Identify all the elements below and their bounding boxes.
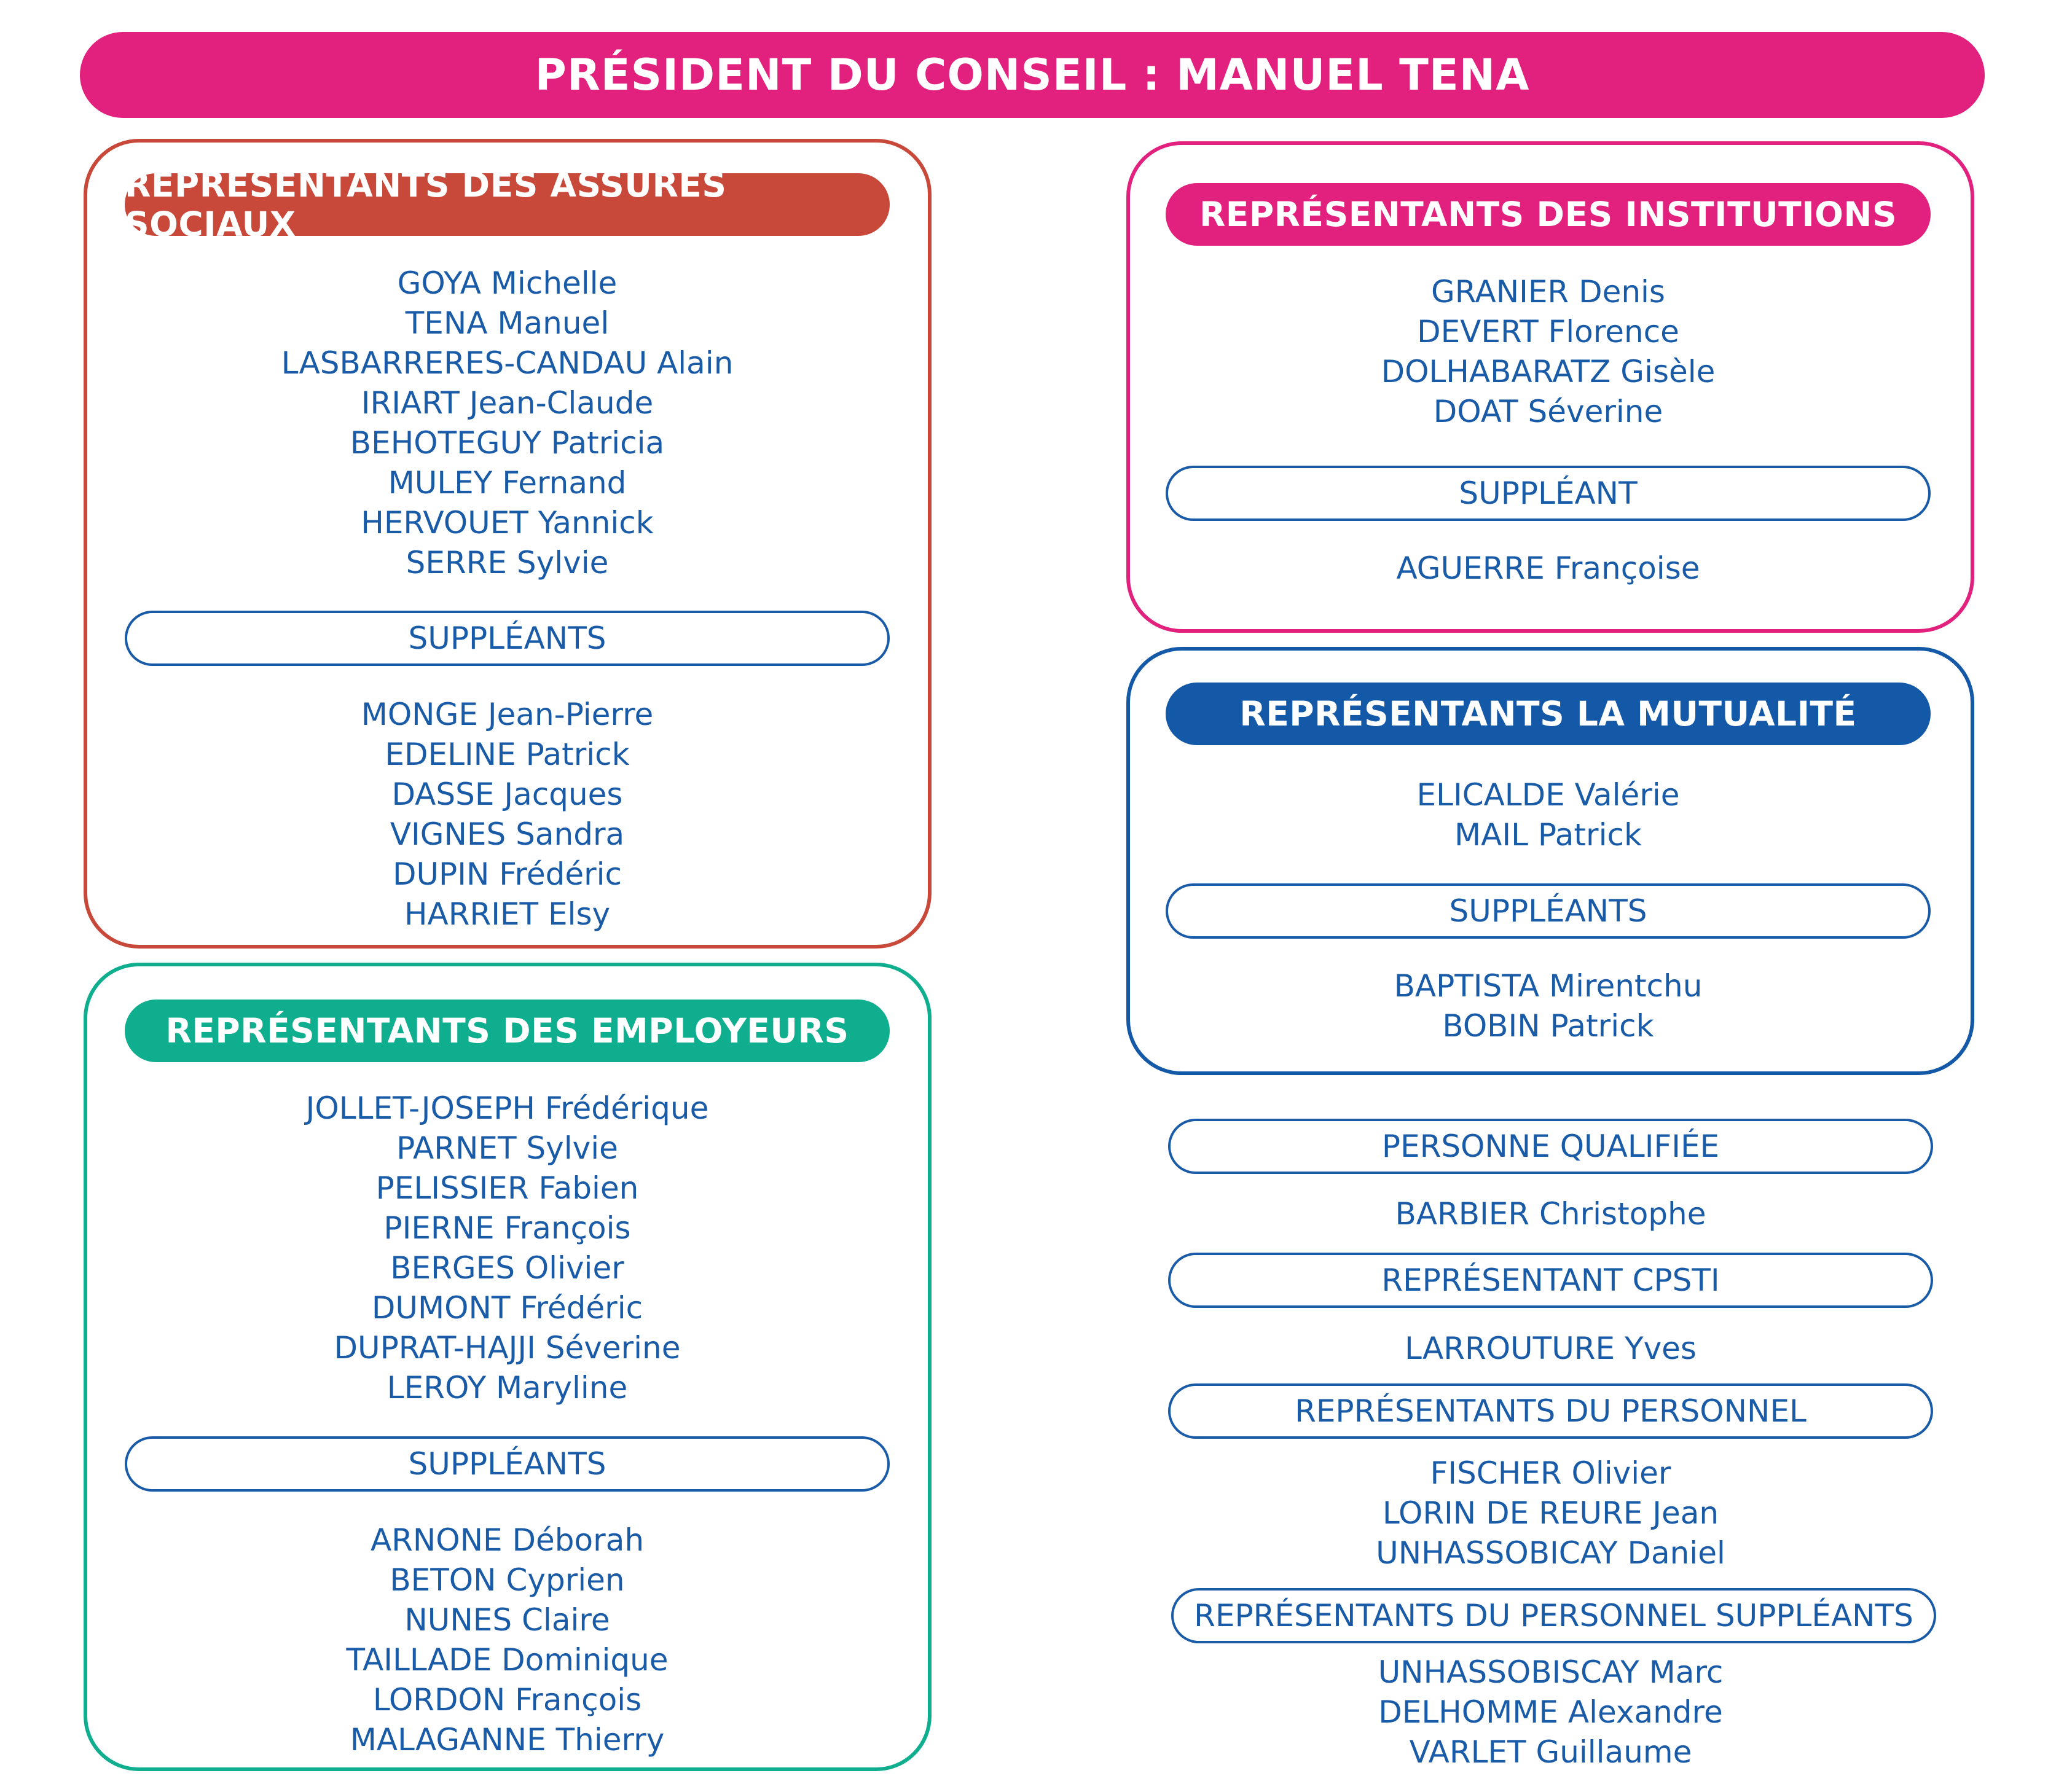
employeurs-header: REPRÉSENTANTS DES EMPLOYEURS: [125, 1000, 890, 1062]
employeurs-suppleants-list: [125, 1520, 890, 1760]
list-item: NUNES Claire: [404, 1602, 610, 1638]
list-item: DASSE Jacques: [391, 777, 623, 812]
personnel-suppleants-label: REPRÉSENTANTS DU PERSONNEL SUPPLÉANTS: [1171, 1588, 1936, 1643]
institutions-suppleant-label: SUPPLÉANT: [1166, 466, 1931, 521]
list-item: MALAGANNE Thierry: [350, 1722, 665, 1758]
list-item: LEROY Maryline: [386, 1370, 628, 1406]
mutualite-header: REPRÉSENTANTS LA MUTUALITÉ: [1166, 683, 1931, 745]
employeurs-members-list: [125, 1089, 890, 1408]
list-item: VIGNES Sandra: [390, 816, 625, 852]
list-item: BAPTISTA Mirentchu: [1394, 968, 1703, 1004]
list-item: AGUERRE Françoise: [1396, 550, 1700, 586]
list-item: LORIN DE REURE Jean: [1382, 1495, 1719, 1531]
list-item: PIERNE François: [383, 1210, 631, 1246]
list-item: GOYA Michelle: [397, 265, 618, 301]
list-item: HARRIET Elsy: [404, 896, 611, 932]
list-item: ELICALDE Valérie: [1416, 777, 1680, 813]
qualifiee-label: PERSONNE QUALIFIÉE: [1168, 1119, 1933, 1174]
list-item: GRANIER Denis: [1431, 274, 1665, 310]
list-item: PARNET Sylvie: [396, 1130, 618, 1166]
institutions-suppleant-list: [1166, 549, 1931, 589]
list-item: JOLLET-JOSEPH Frédérique: [305, 1090, 709, 1126]
cpsti-list: [1168, 1329, 1933, 1369]
list-item: EDELINE Patrick: [385, 737, 630, 772]
institutions-header: REPRÉSENTANTS DES INSTITUTIONS: [1166, 183, 1931, 246]
mutualite-suppleants-list: [1166, 966, 1931, 1046]
list-item: FISCHER Olivier: [1430, 1455, 1671, 1491]
personnel-list: [1168, 1454, 1933, 1573]
qualifiee-list: [1168, 1194, 1933, 1234]
personnel-label: REPRÉSENTANTS DU PERSONNEL: [1168, 1383, 1933, 1439]
list-item: PELISSIER Fabien: [375, 1170, 639, 1206]
list-item: BETON Cyprien: [390, 1562, 625, 1598]
personnel-suppleants-list: [1168, 1653, 1933, 1772]
institutions-members-list: [1166, 272, 1931, 432]
list-item: TAILLADE Dominique: [346, 1642, 669, 1678]
list-item: DOLHABARATZ Gisèle: [1381, 354, 1716, 389]
list-item: DUPIN Frédéric: [392, 856, 622, 892]
list-item: MULEY Fernand: [388, 465, 627, 501]
list-item: TENA Manuel: [405, 305, 610, 341]
mutualite-members-list: [1166, 775, 1931, 855]
assures-suppleants-label: SUPPLÉANTS: [125, 611, 890, 666]
assures-suppleants-list: [125, 695, 890, 934]
list-item: BARBIER Christophe: [1395, 1196, 1706, 1232]
list-item: UNHASSOBISCAY Marc: [1378, 1654, 1724, 1690]
list-item: UNHASSOBICAY Daniel: [1376, 1535, 1725, 1571]
employeurs-suppleants-label: SUPPLÉANTS: [125, 1436, 890, 1492]
list-item: MAIL Patrick: [1454, 817, 1642, 853]
president-banner: PRÉSIDENT DU CONSEIL : MANUEL TENA: [80, 32, 1985, 118]
list-item: LARROUTURE Yves: [1405, 1331, 1697, 1366]
assures-header: REPRÉSENTANTS DES ASSURÉS SOCIAUX: [125, 173, 890, 236]
list-item: LASBARRERES-CANDAU Alain: [281, 345, 734, 381]
list-item: ARNONE Déborah: [370, 1522, 645, 1558]
list-item: DELHOMME Alexandre: [1378, 1694, 1723, 1730]
list-item: DUMONT Frédéric: [371, 1290, 643, 1326]
list-item: LORDON François: [372, 1682, 642, 1718]
cpsti-label: REPRÉSENTANT CPSTI: [1168, 1253, 1933, 1308]
list-item: BERGES Olivier: [390, 1250, 624, 1286]
list-item: HERVOUET Yannick: [361, 505, 654, 541]
list-item: DUPRAT-HAJJI Séverine: [334, 1330, 681, 1366]
list-item: VARLET Guillaume: [1409, 1734, 1692, 1770]
list-item: BOBIN Patrick: [1442, 1008, 1654, 1044]
mutualite-suppleants-label: SUPPLÉANTS: [1166, 883, 1931, 939]
assures-members-list: [125, 264, 890, 583]
list-item: IRIART Jean-Claude: [361, 385, 654, 421]
list-item: MONGE Jean-Pierre: [361, 697, 654, 732]
list-item: SERRE Sylvie: [406, 545, 609, 581]
list-item: DOAT Séverine: [1433, 394, 1663, 429]
list-item: BEHOTEGUY Patricia: [350, 425, 665, 461]
list-item: DEVERT Florence: [1417, 314, 1679, 350]
